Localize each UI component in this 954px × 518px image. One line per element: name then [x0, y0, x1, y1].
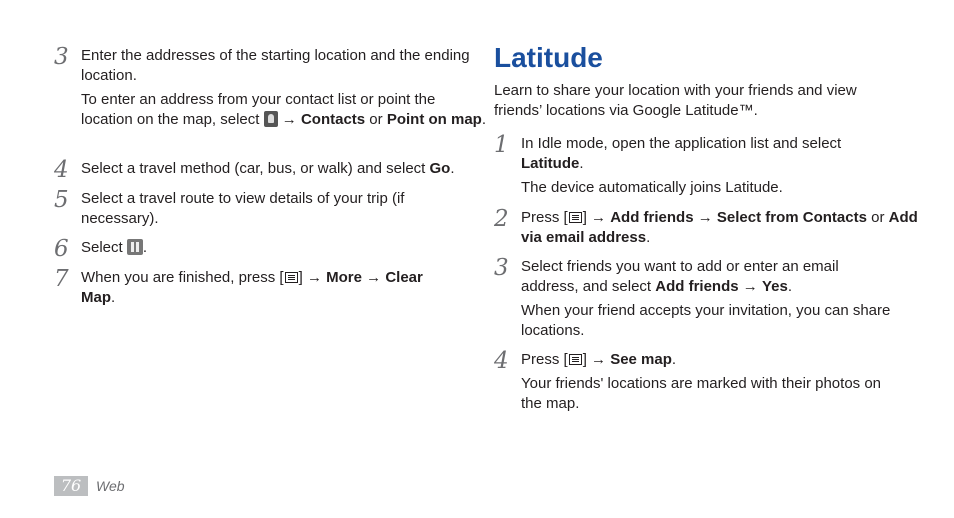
step-subtext: The device automatically joins Latitude. [521, 179, 783, 196]
menu-key-icon [569, 354, 582, 365]
step-number: 3 [54, 44, 69, 70]
step-number: 5 [54, 187, 69, 213]
left-step-7 [54, 268, 461, 308]
step-text: Select a travel route to view details of your trip (if necessary). [81, 190, 405, 227]
step-number: 7 [54, 266, 69, 292]
step-text: Press [ ] → Add friends → Select from Contacts or Add via email address. [521, 209, 918, 246]
step-subtext: To enter an address from your contact list or point the location on the map, select → Contacts or Point on map. [81, 91, 486, 128]
page-number: 76 [54, 476, 88, 496]
left-step-3 [54, 46, 491, 130]
step-number: 6 [54, 236, 69, 262]
step-number: 4 [494, 348, 509, 374]
step-subtext: Your friends' locations are marked with their photos on the map. [521, 375, 882, 412]
step-text: Select friends you want to add or enter an email address, and select Add friends → Yes. [521, 258, 839, 295]
menu-key-icon [569, 212, 582, 223]
step-text: Enter the addresses of the starting location and the ending location. [81, 47, 470, 84]
step-text: In Idle mode, open the application list and select Latitude. [521, 135, 842, 172]
step-text: Select . [81, 239, 148, 256]
left-step-6 [54, 236, 491, 262]
step-number: 2 [494, 206, 509, 232]
section-title: Latitude [494, 42, 603, 73]
step-text: Press [ ] → See map. [521, 351, 677, 368]
step-subtext: When your friend accepts your invitation, you can share locations. [521, 302, 891, 339]
page-footer [54, 476, 125, 496]
menu-key-icon [285, 272, 298, 283]
step-text: When you are finished, press [ ] → More → Clear Map. [81, 269, 423, 306]
intro-paragraph: Learn to share your location with your friends and view friends’ locations via Google Latitude™. [494, 82, 857, 119]
section-name: Web [96, 478, 125, 494]
left-step-4 [54, 157, 491, 183]
right-step-4 [494, 350, 891, 414]
step-number: 4 [54, 157, 69, 183]
contacts-icon [264, 111, 278, 127]
right-step-3 [494, 257, 891, 341]
right-step-1 [494, 134, 891, 198]
step-number: 1 [494, 132, 509, 158]
map-icon [127, 239, 143, 255]
right-step-2 [494, 208, 921, 248]
step-text: Select a travel method (car, bus, or walk) and select Go. [81, 160, 455, 177]
left-step-5 [54, 189, 441, 229]
step-number: 3 [494, 255, 509, 281]
